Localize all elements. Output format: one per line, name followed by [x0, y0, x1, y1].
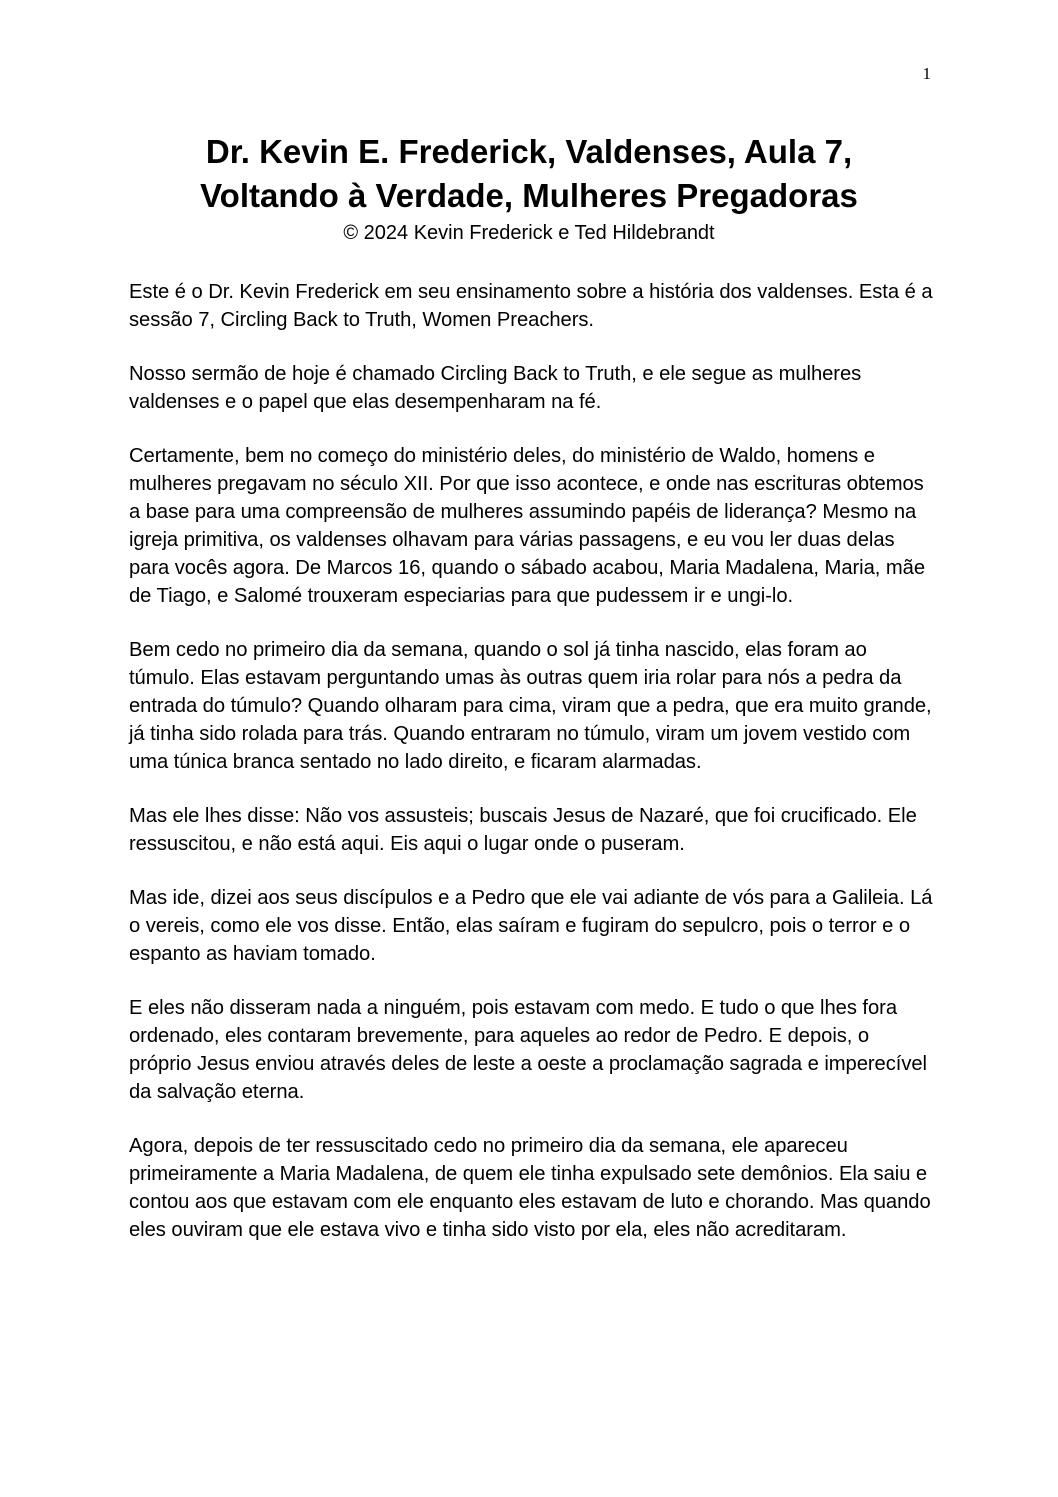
copyright-notice: © 2024 Kevin Frederick e Ted Hildebrandt: [343, 222, 715, 244]
paragraph-8: Agora, depois de ter ressuscitado cedo no primeiro dia da semana, ele apareceu primeiramente a Maria Madalena, de quem ele tinha expulsado sete demônios. Ela saiu e contou aos que estavam com ele enquanto eles estavam de luto e chorando. Mas quando eles ouviram que ele estava vivo e tinha sido visto por ela, eles não acreditaram.: [129, 1135, 931, 1241]
paragraph-6: Mas ide, dizei aos seus discípulos e a Pedro que ele vai adiante de vós para a Galileia. Lá o vereis, como ele vos disse. Então, elas saíram e fugiram do sepulcro, pois o terror e o espanto as haviam tomado.: [129, 887, 933, 965]
paragraph-1: Este é o Dr. Kevin Frederick em seu ensinamento sobre a história dos valdenses. Esta é a sessão 7, Circling Back to Truth, Women Preachers.: [129, 281, 933, 331]
document-title-line-1: Dr. Kevin E. Frederick, Valdenses, Aula 7,: [205, 133, 853, 170]
document-title-line-2: Voltando à Verdade, Mulheres Pregadoras: [200, 177, 858, 214]
document-header: [0, 130, 1058, 246]
paragraph-5: Mas ele lhes disse: Não vos assusteis; buscais Jesus de Nazaré, que foi crucificado. Ele ressuscitou, e não está aqui. Eis aqui o lugar onde o puseram.: [129, 805, 917, 855]
page-number: 1: [922, 64, 931, 83]
paragraph-3: Certamente, bem no começo do ministério deles, do ministério de Waldo, homens e mulheres pregavam no século XII. Por que isso acontece, e onde nas escrituras obtemos a base para uma compreensão de mulheres assumindo papéis de liderança? Mesmo na igreja primitiva, os valdenses olhavam para várias passagens, e eu vou ler duas delas para vocês agora. De Marcos 16, quando o sábado acabou, Maria Madalena, Maria, mãe de Tiago, e Salomé trouxeram especiarias para que pudessem ir e ungi-lo.: [129, 445, 926, 607]
paragraph-7: E eles não disseram nada a ninguém, pois estavam com medo. E tudo o que lhes fora ordenado, eles contaram brevemente, para aqueles ao redor de Pedro. E depois, o próprio Jesus enviou através deles de leste a oeste a proclamação sagrada e imperecível da salvação eterna.: [129, 997, 927, 1103]
paragraph-4: Bem cedo no primeiro dia da semana, quando o sol já tinha nascido, elas foram ao túmulo. Elas estavam perguntando umas às outras quem iria rolar para nós a pedra da entrada do túmulo? Quando olharam para cima, viram que a pedra, que era muito grande, já tinha sido rolada para trás. Quando entraram no túmulo, viram um jovem vestido com uma túnica branca sentado no lado direito, e ficaram alarmadas.: [129, 639, 932, 773]
document-body: [129, 278, 934, 1270]
paragraph-2: Nosso sermão de hoje é chamado Circling Back to Truth, e ele segue as mulheres valdenses e o papel que elas desempenharam na fé.: [129, 363, 862, 413]
